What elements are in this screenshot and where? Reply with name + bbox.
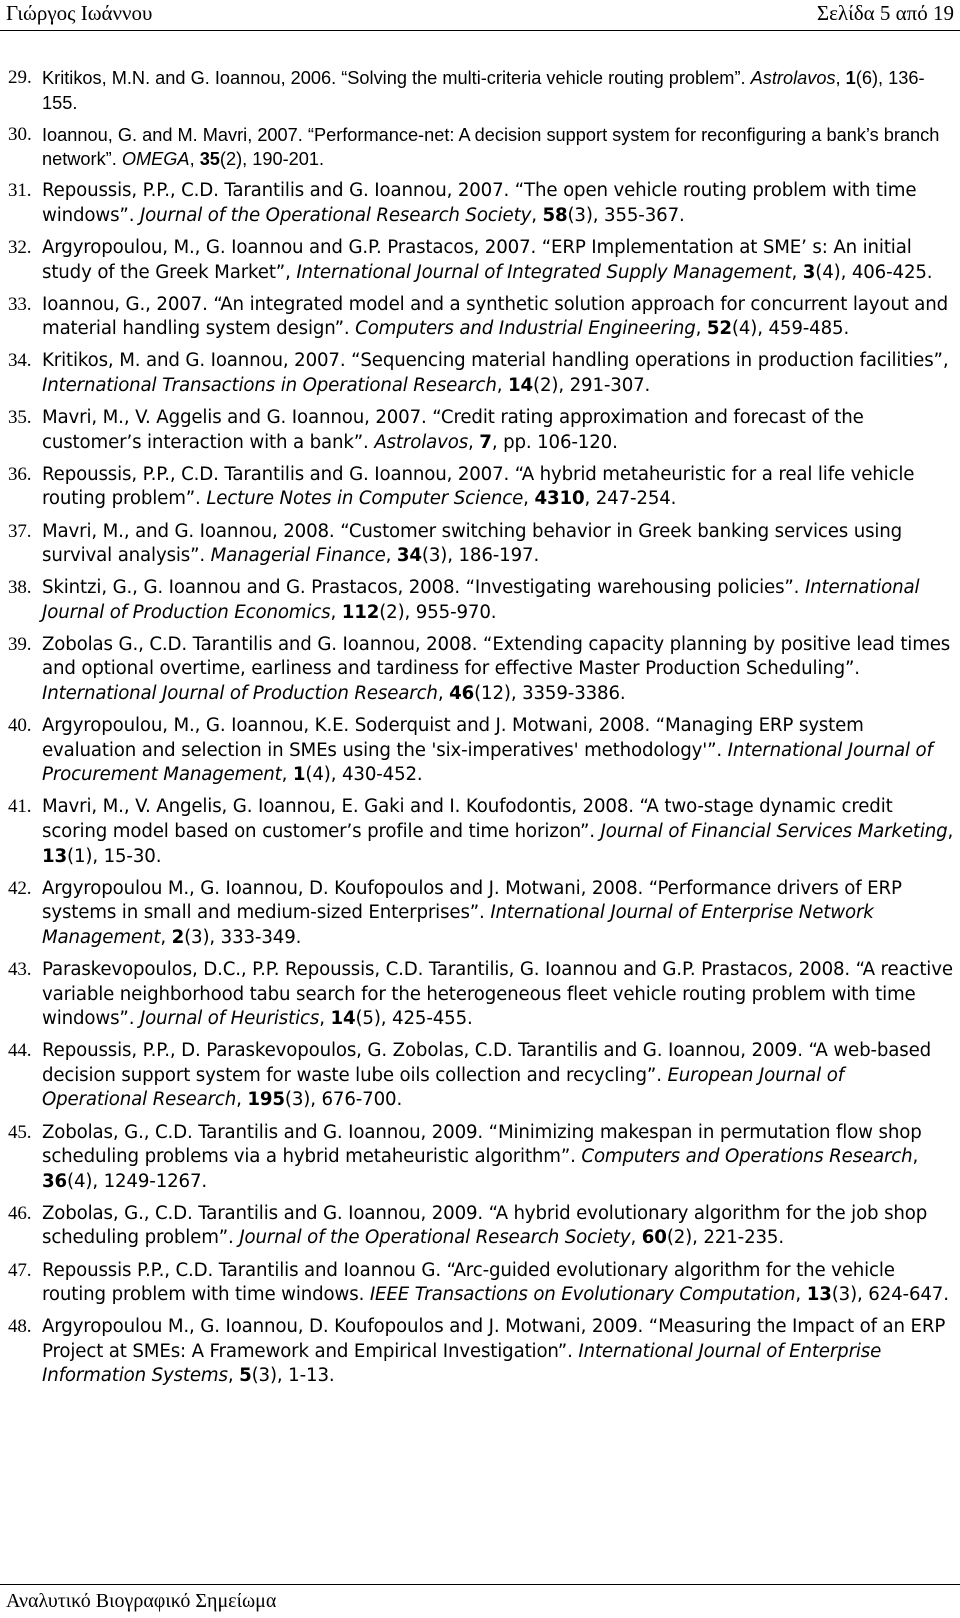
reference-text: , [947,821,954,843]
reference-number: 39. [8,633,32,655]
reference-journal: International Journal of Enterprise Network Management [42,902,874,948]
reference-text: (4), 459-485. [731,318,850,340]
reference-item [0,406,960,455]
reference-item [0,1202,960,1251]
reference-number: 36. [8,463,32,485]
reference-number: 42. [8,877,32,899]
reference-text: Argyropoulou M., G. Ioannou, D. Koufopoulos and J. Motwani, 2009. “Measuring the Impact of an ERP Project at SMEs: A Framework and Empirical Investigation”. [42,1316,946,1362]
reference-item [0,179,960,228]
reference-text: Mavri, M., V. Aggelis and G. Ioannou, 2007. “Credit rating approximation and forecast of the customer’s interaction with a bank”. [42,407,864,453]
reference-volume: 58 [542,204,568,226]
reference-item [0,463,960,512]
reference-volume: 7 [479,431,492,453]
reference-item [0,576,960,625]
reference-number: 38. [8,577,32,599]
reference-text: Skintzi, G., G. Ioannou and G. Prastacos, 2008. “Investigating warehousing policies”. [42,577,805,599]
reference-number: 47. [8,1259,32,1281]
reference-volume: 1 [292,764,306,786]
reference-text: , [531,204,543,226]
reference-item [0,958,960,1032]
reference-text: Mavri, M., V. Angelis, G. Ioannou, E. Gaki and I. Koufodontis, 2008. “A two-stage dynamic credit scoring model based on customer’s profile and time horizon”. [42,796,893,843]
reference-text: Argyropoulou, M., G. Ioannou, K.E. Soderquist and J. Motwani, 2008. “Managing ERP system evaluation and selection in SMEs using the 'six-imperatives' methodology'”. [42,715,864,761]
reference-volume: 5 [239,1365,252,1387]
reference-journal: Journal of the Operational Research Society [239,1227,631,1249]
reference-number: 44. [8,1040,32,1062]
reference-text: , pp. 106-120. [491,431,618,453]
reference-item [0,349,960,398]
header-author: Γιώργος Ιωάννου [6,1,153,25]
reference-journal: International Journal of Procurement Management [42,739,933,786]
reference-volume: 13 [806,1284,832,1306]
reference-journal: Managerial Finance [210,545,386,567]
reference-text: Zobolas, G., C.D. Tarantilis and G. Ioannou, 2009. “A hybrid evolutionary algorithm for the job shop scheduling problem”. [42,1202,928,1249]
reference-item [0,633,960,707]
reference-number: 48. [8,1316,32,1338]
reference-journal: International Journal of Production Research [42,683,438,705]
reference-journal: OMEGA [121,149,190,170]
reference-text: Repoussis, P.P., C.D. Tarantilis and G. Ioannou, 2007. “The open vehicle routing problem with time windows”. [42,180,917,226]
reference-item [0,714,960,788]
reference-text: , [496,375,509,397]
reference-volume: 14 [330,1008,356,1030]
reference-volume: 35 [199,149,220,170]
reference-text: (3), 355-367. [567,204,685,226]
reference-journal: Computers and Operations Research [581,1146,913,1168]
reference-journal: International Transactions in Operational Research [42,375,497,397]
reference-text: Argyropoulou M., G. Ioannou, D. Koufopoulos and J. Motwani, 2008. “Performance drivers of ERP systems in small and medium-sized Enterprises”. [42,877,902,924]
reference-journal: International Journal of Integrated Supply Management [296,261,792,283]
reference-text: (4), 430-452. [305,764,423,786]
reference-volume: 14 [508,375,534,397]
reference-text: (2), 190-201. [219,149,325,170]
reference-volume: 2 [171,926,185,948]
reference-volume: 34 [396,545,422,567]
reference-text: , [160,926,172,948]
reference-text: , [912,1146,919,1168]
reference-text: (3), 1-13. [251,1365,335,1387]
reference-volume: 4310 [534,488,585,510]
reference-journal: International Journal of Production Economics [42,577,920,623]
footer-title: Αναλυτικό Βιογραφικό Σημείωμα [6,1590,277,1612]
reference-text: , [281,764,293,786]
reference-text: (3), 333-349. [184,926,302,948]
reference-volume: 13 [42,845,68,867]
reference-journal: International Journal of Enterprise Information Systems [42,1340,882,1387]
reference-text: , [523,488,535,510]
reference-text: Mavri, M., and G. Ioannou, 2008. “Customer switching behavior in Greek banking services using survival analysis”. [42,520,903,567]
reference-number: 29. [8,67,32,88]
reference-text: Zobolas G., C.D. Tarantilis and G. Ioannou, 2008. “Extending capacity planning by positive lead times and optional overtime, earliness and tardiness for effective Master Production Scheduling”. [42,633,951,680]
reference-text: , [330,601,342,623]
header-page-number: Σελίδα 5 από 19 [816,1,954,25]
reference-text: , [236,1089,248,1111]
reference-text: (2), 955-970. [379,601,497,623]
reference-text: (5), 425-455. [355,1008,473,1030]
reference-text: Paraskevopoulos, D.C., P.P. Repoussis, C.D. Tarantilis, G. Ioannou and G.P. Prastacos, 2008. “A reactive variable neighborhood tabu search for the heterogeneous fleet vehicle routing problem with time windows”. [42,959,953,1030]
reference-text: Zobolas, G., C.D. Tarantilis and G. Ioannou, 2009. “Minimizing makespan in permutation flow shop scheduling problems via a hybrid metaheuristic algorithm”. [42,1121,922,1168]
reference-journal: Lecture Notes in Computer Science [206,488,524,510]
reference-journal: European Journal of Operational Research [42,1064,844,1111]
reference-text: (4), 1249-1267. [67,1170,208,1192]
reference-journal: Journal of Heuristics [139,1008,320,1030]
reference-volume: 112 [341,601,380,623]
reference-text: (12), 3359-3386. [474,683,626,705]
reference-journal: Computers and Industrial Engineering [355,318,696,340]
reference-text: , [695,318,707,340]
reference-number: 32. [8,237,32,259]
reference-journal: Journal of Financial Services Marketing [600,821,948,843]
reference-text: (4), 406-425. [815,261,933,283]
reference-volume: 195 [247,1089,285,1111]
reference-item [0,123,960,172]
reference-text: , [468,431,480,453]
reference-item [0,1039,960,1113]
reference-number: 41. [8,796,32,818]
reference-text: , [791,261,803,283]
page-header [0,0,960,31]
reference-text: (2), 291-307. [533,375,651,397]
reference-volume: 52 [706,318,732,340]
reference-text: Repoussis, P.P., C.D. Tarantilis and G. Ioannou, 2007. “A hybrid metaheuristic for a real life vehicle routing problem”. [42,463,915,510]
reference-text: (3), 624-647. [831,1284,949,1306]
reference-item [0,1121,960,1195]
reference-text: , [227,1365,240,1387]
reference-item [0,795,960,869]
reference-volume: 1 [845,68,856,88]
reference-number: 30. [8,123,32,145]
reference-item [0,66,960,115]
reference-journal: Astrolavos [374,431,469,453]
reference-item [0,520,960,569]
reference-volume: 60 [641,1227,667,1249]
reference-item [0,236,960,285]
reference-text: Kritikos, M.N. and G. Ioannou, 2006. “Solving the multi-criteria vehicle routing problem”. [42,68,751,88]
reference-item [0,877,960,951]
reference-text: , [437,683,450,705]
reference-text: Argyropoulou, M., G. Ioannou and G.P. Prastacos, 2007. “ERP Implementation at SME’ s: An initial study of the Greek Market”, [42,237,912,283]
reference-list [0,66,960,1397]
reference-text: , [319,1008,331,1030]
reference-number: 33. [8,293,32,315]
reference-text: , [795,1284,807,1306]
reference-text: Repoussis P.P., C.D. Tarantilis and Ioannou G. “Arc-guided evolutionary algorithm for the vehicle routing problem with time windows. [42,1259,895,1306]
reference-text: Repoussis, P.P., D. Paraskevopoulos, G. Zobolas, C.D. Tarantilis and G. Ioannou, 2009. “A web-based decision support system for waste lube oils collection and recycling”. [42,1040,932,1086]
reference-text: (1), 15-30. [67,845,162,867]
reference-volume: 46 [449,683,475,705]
reference-text: (2), 221-235. [666,1227,784,1249]
reference-item [0,293,960,342]
reference-number: 46. [8,1202,32,1224]
reference-number: 35. [8,407,32,429]
reference-text: Ioannou, G., 2007. “An integrated model and a synthetic solution approach for concurrent layout and material handling system design”. [42,293,949,340]
reference-text: , [189,149,200,170]
reference-journal: Astrolavos [750,68,836,88]
reference-journal: IEEE Transactions on Evolutionary Computation [369,1284,796,1306]
reference-text: Kritikos, M. and G. Ioannou, 2007. “Sequencing material handling operations in production facilities”, [42,350,949,372]
reference-journal: Journal of the Operational Research Society [139,204,532,226]
reference-number: 31. [8,180,32,202]
reference-text: (6), 136-155. [42,68,925,113]
reference-text: Ioannou, G. and M. Mavri, 2007. “Performance-net: A decision support system for reconfiguring a bank’s branch network”. [42,124,940,170]
reference-text: , [630,1227,642,1249]
reference-number: 37. [8,520,32,542]
page-footer [0,1584,960,1618]
reference-item [0,1315,960,1389]
reference-number: 40. [8,715,32,737]
reference-volume: 36 [42,1170,68,1192]
reference-text: , [385,545,397,567]
reference-item [0,1259,960,1308]
reference-text: , [835,68,846,88]
reference-text: (3), 676-700. [284,1089,403,1111]
reference-text: , 247-254. [584,488,677,510]
reference-number: 34. [8,350,32,372]
reference-text: (3), 186-197. [421,545,540,567]
reference-number: 43. [8,959,32,980]
reference-volume: 3 [802,261,816,283]
reference-number: 45. [8,1121,32,1143]
